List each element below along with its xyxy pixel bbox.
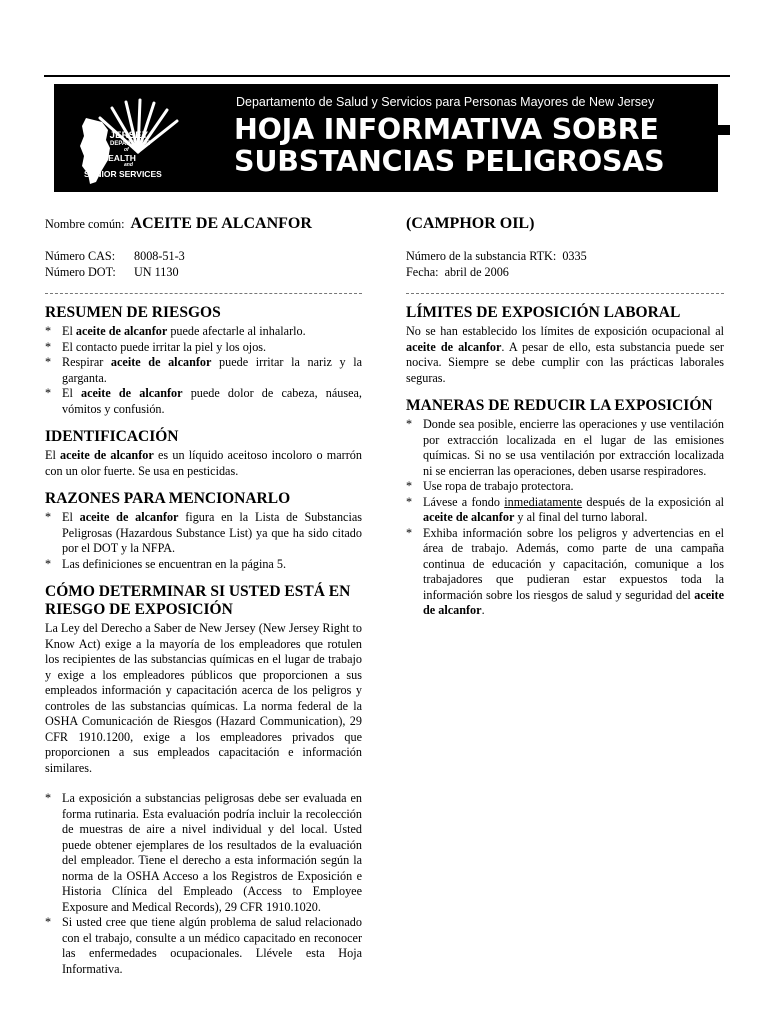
common-name-label: Nombre común: — [45, 217, 125, 231]
list-item: * El aceite de alcanfor puede afectarle al inhalarlo. — [45, 324, 306, 338]
list-item: * El aceite de alcanfor puede dolor de cabeza, náusea, vómitos y confusión. — [45, 386, 362, 416]
section-heading-como: CÓMO DETERMINAR SI USTED ESTÁ EN RIESGO DE EXPOSICIÓN — [45, 583, 351, 618]
logo-line-department: DEPARTMENT — [110, 141, 152, 147]
section-heading-resumen: RESUMEN DE RIESGOS — [45, 304, 221, 321]
banner-edge-mark — [718, 125, 730, 135]
id-block — [45, 249, 362, 280]
date-row — [406, 265, 724, 281]
logo-line-health: HEALTH — [102, 153, 136, 163]
logo-line-and: and — [124, 162, 133, 168]
logo-line-senior-services: SENIOR SERVICES — [84, 168, 162, 179]
list-item: * Exhiba información sobre los peligros y advertencias en el área de trabajo. Además, como parte de una campaña continua de educación y capacitación, comunique a los trabajadores que pudieran estar expuestos toda la información sobre los riesgos de salud y seguridad del aceite de alcanfor. — [406, 525, 724, 617]
rtk-number: 0335 — [562, 249, 587, 263]
identificacion-text: El aceite de alcanfor es un líquido aceitoso incoloro o marrón con un olor fuerte. Se usa en pesticidas. — [45, 448, 362, 478]
cas-label: Número CAS: — [45, 249, 116, 263]
date-label: Fecha: — [406, 264, 439, 279]
list-item: * Use ropa de trabajo protectora. — [406, 479, 574, 493]
list-item: * Si usted cree que tiene algún problema de salud relacionado con el trabajo, consulte a un médico capacitado en reconocer las enfermedades ocupacionales. Llévele esta Hoja Informativa. — [45, 915, 362, 976]
id-block-right — [406, 249, 724, 280]
right-column — [406, 216, 724, 619]
dashed-divider — [406, 282, 724, 294]
section-heading-razones: RAZONES PARA MENCIONARLO — [45, 490, 291, 507]
maneras-list — [406, 417, 724, 619]
como-list — [45, 791, 362, 977]
dashed-divider — [45, 282, 362, 294]
english-name-row — [406, 216, 724, 238]
logo-line-of: of — [124, 146, 129, 153]
cas-number: 8008-51-3 — [134, 249, 185, 263]
dot-row — [45, 265, 362, 281]
left-column — [45, 216, 362, 977]
list-item: * El contacto puede irritar la piel y los ojos. — [45, 339, 267, 354]
como-paragraph: La Ley del Derecho a Saber de New Jersey (New Jersey Right to Know Act) exige a la mayoría de los empleadores que rotulen los recipientes de las substancias químicas en el lugar de trabajo y exige a los empleadores públicos que proporcionen a sus empleados información y capacitación acerca de los peligros y controles de las substancias químicas. La norma federal de la OSHA Comunicación de Riesgos (Hazard Communication), 29 CFR 1910.1200, exige a los empleadores privados que proporcionen a sus empleados capacitación e información similares. — [45, 621, 362, 775]
department-name: Departamento de Salud y Servicios para Personas Mayores de New Jersey — [236, 95, 655, 109]
rtk-row — [406, 249, 724, 265]
section-heading-limites: LÍMITES DE EXPOSICIÓN LABORAL — [406, 304, 681, 321]
nj-health-logo — [78, 94, 208, 186]
list-item: * Lávese a fondo inmediatamente después de la exposición al aceite de alcanfor y al final del turno laboral. — [406, 494, 725, 524]
list-item: * La exposición a substancias peligrosas debe ser evaluada en forma rutinaria. Esta evaluación podría incluir la recolección de muestras de aire a nivel individual y del local. Usted puede obtener ejemplares de los resultados de la evaluación del empleador. Tiene el derecho a esta información según la norma de la OSHA Acceso a los Registros de Exposición e Historia Clínica del Empleado (Access to Employee Exposure and Medical Records), 29 CFR 1910.1020. — [45, 791, 362, 914]
date-value: abril de 2006 — [444, 264, 509, 279]
list-item: * El aceite de alcanfor figura en la Lista de Substancias Peligrosas (Hazardous Substance List) ya que ha sido citado por el DOT y la NFPA. — [45, 510, 362, 555]
spacer — [45, 776, 362, 791]
cas-row — [45, 249, 362, 265]
common-name-row — [45, 216, 362, 238]
section-heading-maneras: MANERAS DE REDUCIR LA EXPOSICIÓN — [406, 397, 713, 414]
header-banner — [54, 84, 718, 192]
common-name: ACEITE DE ALCANFOR — [130, 215, 312, 232]
english-name: (CAMPHOR OIL) — [406, 215, 535, 232]
page-title-line1: HOJA INFORMATIVA SOBRE — [234, 113, 659, 146]
rtk-label: Número de la substancia RTK: — [406, 249, 557, 263]
razones-list — [45, 510, 362, 572]
dot-number: UN 1130 — [134, 264, 179, 279]
list-item: * Donde sea posible, encierre las operaciones y use ventilación por extracción localizada en el lugar de las emisiones químicas. Si no se usa ventilación por extracción localizada ni se encierran las operaciones, deben usarse respiradores. — [406, 417, 724, 478]
top-rule — [44, 75, 730, 77]
resumen-list — [45, 324, 362, 417]
list-item: * Respirar aceite de alcanfor puede irritar la nariz y la garganta. — [45, 355, 362, 385]
limites-text: No se han establecido los límites de exposición ocupacional al aceite de alcanfor. A pesar de ello, esta substancia puede ser nociva. Siempre se debe cumplir con las prácticas laborales seguras. — [406, 324, 724, 385]
logo-line-new-jersey: NEW JERSEY — [84, 130, 149, 141]
page-title-line2: SUBSTANCIAS PELIGROSAS — [234, 145, 665, 178]
list-item: * Las definiciones se encuentran en la página 5. — [45, 556, 287, 571]
logo-text — [84, 131, 214, 179]
section-heading-identificacion: IDENTIFICACIÓN — [45, 428, 179, 445]
dot-label: Número DOT: — [45, 264, 116, 279]
